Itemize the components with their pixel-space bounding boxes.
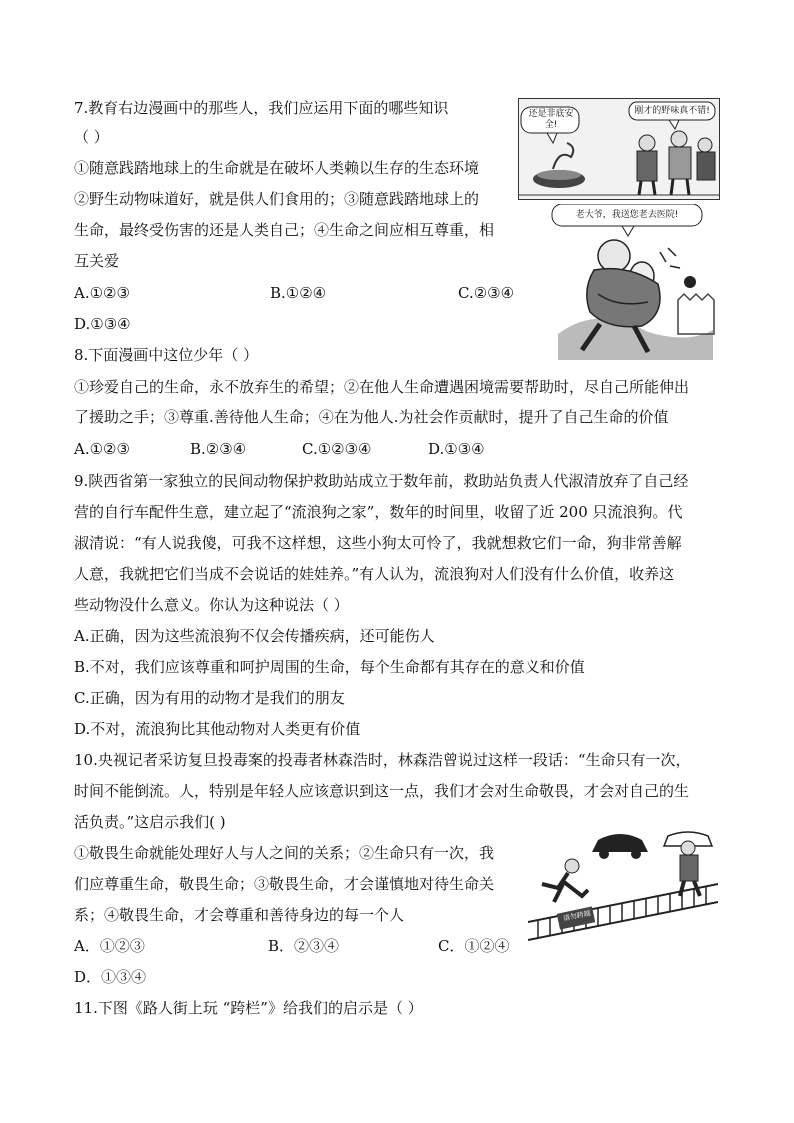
q9-option-b: B.不对，我们应该尊重和呵护周围的生命，每个生命都有其存在的意义和价值 [74, 658, 585, 676]
cartoon-bubble-left: 还是非底安全! [528, 109, 574, 130]
q10-option-b: B．②③④ [268, 937, 340, 955]
cartoon-bubble-right: 刚才的野味真不错! [634, 106, 710, 116]
q8-option-d: D.①③④ [428, 440, 485, 458]
q11-stem: 11.下图《路人街上玩 “跨栏”》给我们的启示是（ ） [74, 999, 423, 1017]
q10-stem-line-3: 活负责。”这启示我们( ) [74, 813, 226, 831]
q7-option-d: D.①③④ [74, 315, 131, 333]
q8-statement-line-2: 了援助之手；③尊重.善待他人生命；④在为他人.为社会作贡献时，提升了自己生命的价值 [74, 408, 669, 426]
q9-stem-line-3: 淑清说：“有人说我傻，可我不这样想，这些小狗太可怜了，我就想救它们一命，狗非常善解 [74, 534, 682, 552]
q7-statement-line-1: ①随意践踏地球上的生命就是在破坏人类赖以生存的生态环境 [74, 159, 480, 177]
railing-sign: 请勿跨越 [562, 909, 592, 923]
q9-option-a: A.正确，因为这些流浪狗不仅会传播疾病，还可能伤人 [74, 627, 435, 645]
q7-option-b: B.①②④ [270, 284, 327, 302]
q10-option-c: C．①②④ [438, 937, 510, 955]
q10-statement-line-1: ①敬畏生命就能处理好人与人之间的关系；②生命只有一次，我 [74, 844, 495, 862]
q8-option-b: B.②③④ [190, 440, 247, 458]
hurdle-railing-cartoon-image [528, 826, 718, 944]
q9-stem-line-1: 9.陕西省第一家独立的民间动物保护救助站成立于数年前，救助站负责人代淑清放弃了自己经 [74, 472, 689, 490]
wildlife-cartoon-image [518, 98, 720, 200]
q8-option-a: A.①②③ [74, 440, 130, 458]
q9-stem-line-5: 些动物没什么意义。你认为这种说法（ ） [74, 596, 349, 614]
q9-stem-line-4: 人意，我就把它们当成不会说话的娃娃养。”有人认为，流浪狗对人们没有什么价值，收养这 [74, 565, 675, 583]
q9-option-d: D.不对，流浪狗比其他动物对人类更有价值 [74, 720, 361, 738]
q10-stem-line-2: 时间不能倒流。人，特别是年轻人应该意识到这一点，我们才会对生命敬畏，才会对自己的生 [74, 782, 690, 800]
q10-statement-line-3: 系；④敬畏生命，才会尊重和善待身边的每一个人 [74, 906, 405, 924]
q8-stem: 8.下面漫画中这位少年（ ） [74, 346, 259, 364]
q7-answer-bracket: （ ） [74, 128, 109, 146]
q10-option-a: A．①②③ [74, 937, 145, 955]
q10-stem-line-1: 10.央视记者采访复旦投毒案的投毒者林森浩时，林森浩曾说过这样一段话：“生命只有一次， [74, 751, 691, 769]
q8-statement-line-1: ①珍爱自己的生命，永不放弃生的希望；②在他人生命遭遇困境需要帮助时，尽自己所能伸出 [74, 378, 690, 396]
q7-statement-line-2: ②野生动物味道好，就是供人们食用的；③随意践踏地球上的 [74, 190, 480, 208]
q7-stem-line-1: 7.教育右边漫画中的那些人，我们应运用下面的哪些知识 [74, 99, 449, 117]
q9-option-c: C.正确，因为有用的动物才是我们的朋友 [74, 689, 345, 707]
q7-option-c: C.②③④ [458, 284, 515, 302]
cartoon-bubble-text: 老大爷，我送您老去医院! [575, 210, 679, 220]
q10-option-d: D．①③④ [74, 968, 147, 986]
q10-statement-line-2: 们应尊重生命，敬畏生命；③敬畏生命，才会谨慎地对待生命关 [74, 875, 495, 893]
q9-stem-line-2: 营的自行车配件生意，建立起了“流浪狗之家”，数年的时间里，收留了近 200 只流浪狗。代 [74, 503, 683, 521]
helping-elder-cartoon-image [538, 204, 718, 360]
q7-statement-line-4: 互关爱 [74, 252, 120, 270]
q7-option-a: A.①②③ [74, 284, 130, 302]
q8-option-c: C.①②③④ [302, 440, 372, 458]
q7-statement-line-3: 生命，最终受伤害的还是人类自己；④生命之间应相互尊重，相 [74, 221, 495, 239]
